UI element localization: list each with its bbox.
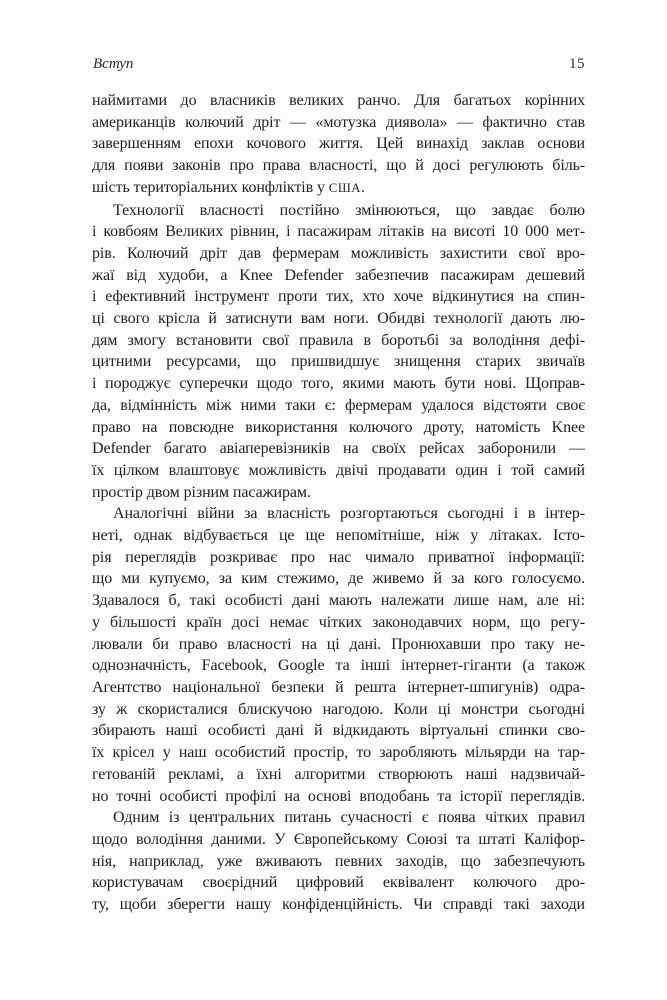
- page-number: 15: [569, 56, 585, 72]
- text-line: Одним із центральних питань сучасності є поява чітких правил: [113, 809, 585, 827]
- text-line: завершенням епохи кочового життя. Цей винахід заклав основи: [92, 135, 585, 153]
- text-line: лювали би право власності на ці дані. Пронюхавши про таку не-: [92, 635, 585, 653]
- section-title: Вступ: [93, 56, 134, 72]
- small-caps-acronym: США: [328, 180, 361, 195]
- text-line: для появи законів про права власності, що й досі регулюють біль-: [92, 157, 585, 175]
- text-line: ці свого крісла й затиснути вам ноги. Обидві технології дають лю-: [92, 310, 585, 328]
- text-line: однозначність, Facebook, Google та інші інтернет-гіганти (а також: [92, 657, 585, 675]
- text-line: американців колючий дріт — «мотузка диявола» — фактично став: [92, 113, 585, 131]
- text-line: і породжує суперечки щодо того, якими мають бути нові. Щоправ-: [92, 375, 585, 393]
- page-body: [92, 90, 585, 916]
- text-line: да, відмінність між ними таки є: фермерам удалося відстояти своє: [92, 396, 585, 414]
- text-line: їх цілком влаштовує можливість двічі продавати один і той самий: [92, 461, 585, 479]
- text-segment: .: [361, 178, 365, 196]
- text-line: Здавалося б, такі особисті дані мають належати лише нам, але ні:: [92, 592, 585, 610]
- text-line: жаї від худоби, а Knee Defender забезпечив пасажирам дешевий: [92, 266, 585, 284]
- text-line: у більшості країн досі немає чітких законодавчих норм, що регу-: [92, 613, 585, 631]
- text-line: ту, щоби зберегти нашу конфіденційність. Чи справді такі заходи: [92, 896, 585, 914]
- text-line: простір двом різним пасажирам.: [92, 483, 311, 501]
- text-line: користувачам своєрідний цифровий еквівалент колючого дро-: [92, 874, 585, 892]
- text-line: що ми купуємо, за ким стежимо, де живемо й за кого голосуємо.: [92, 570, 585, 588]
- text-line: гетованій рекламі, а їхні алгоритми створюють наші надзвичай-: [92, 765, 585, 783]
- text-line: рів. Колючий дріт дав фермерам можливість захистити свої вро-: [92, 244, 585, 262]
- text-line: Технології власності постійно змінюються, що завдає болю: [113, 201, 585, 219]
- text-line: Defender багато авіаперевізників на своїх рейсах заборонили —: [92, 440, 585, 458]
- text-line: Агентство національної безпеки й решта інтернет-шпигунів) одра-: [92, 678, 585, 696]
- text-line: їх крісел у наш особистий простір, то заробляють мільярди на тар-: [92, 744, 585, 762]
- text-line: неті, однак відбувається це ще непомітніше, ніж у літаках. Істо-: [92, 527, 585, 545]
- text-line: право на повсюдне використання колючого дроту, натомість Knee: [92, 418, 585, 436]
- text-line: но точні особисті профілі на основі вподобань та історії переглядів.: [92, 787, 585, 805]
- text-line: дям змогу встановити свої правила в боротьбі за володіння дефі-: [92, 331, 585, 349]
- text-line: [92, 177, 585, 200]
- paragraph-4: [92, 807, 585, 916]
- text-line: Аналогічні війни за власність розгортаються сьогодні і в інтер-: [113, 505, 585, 523]
- paragraph-2: [92, 200, 585, 504]
- text-line: щодо володіння даними. У Європейському Союзі та штаті Каліфор-: [92, 830, 585, 848]
- text-line: і ефективний інструмент проти тих, хто хоче відкинутися на спин-: [92, 288, 585, 306]
- text-line: зу ж скористалися блискучою нагодою. Коли ці монстри сьогодні: [92, 700, 585, 718]
- paragraph-3: [92, 503, 585, 807]
- text-line: рія переглядів розкриває про нас чимало приватної інформації:: [92, 548, 585, 566]
- text-segment: шість територіальних конфліктів у: [92, 178, 329, 196]
- paragraph-1: [92, 90, 585, 200]
- text-line: і ковбоям Великих рівнин, і пасажирам літаків на висоті 10 000 мет-: [92, 223, 585, 241]
- text-line: цитними ресурсами, що пришвидшує знищення старих звичаїв: [92, 353, 585, 371]
- text-line: наймитами до власників великих ранчо. Для багатьох корінних: [92, 92, 585, 109]
- text-line: збирають наші особисті дані й відкидають віртуальні спинки сво-: [92, 722, 585, 740]
- text-line: нія, наприклад, уже вживають певних заходів, що забезпечують: [92, 852, 585, 870]
- running-head: [93, 56, 585, 73]
